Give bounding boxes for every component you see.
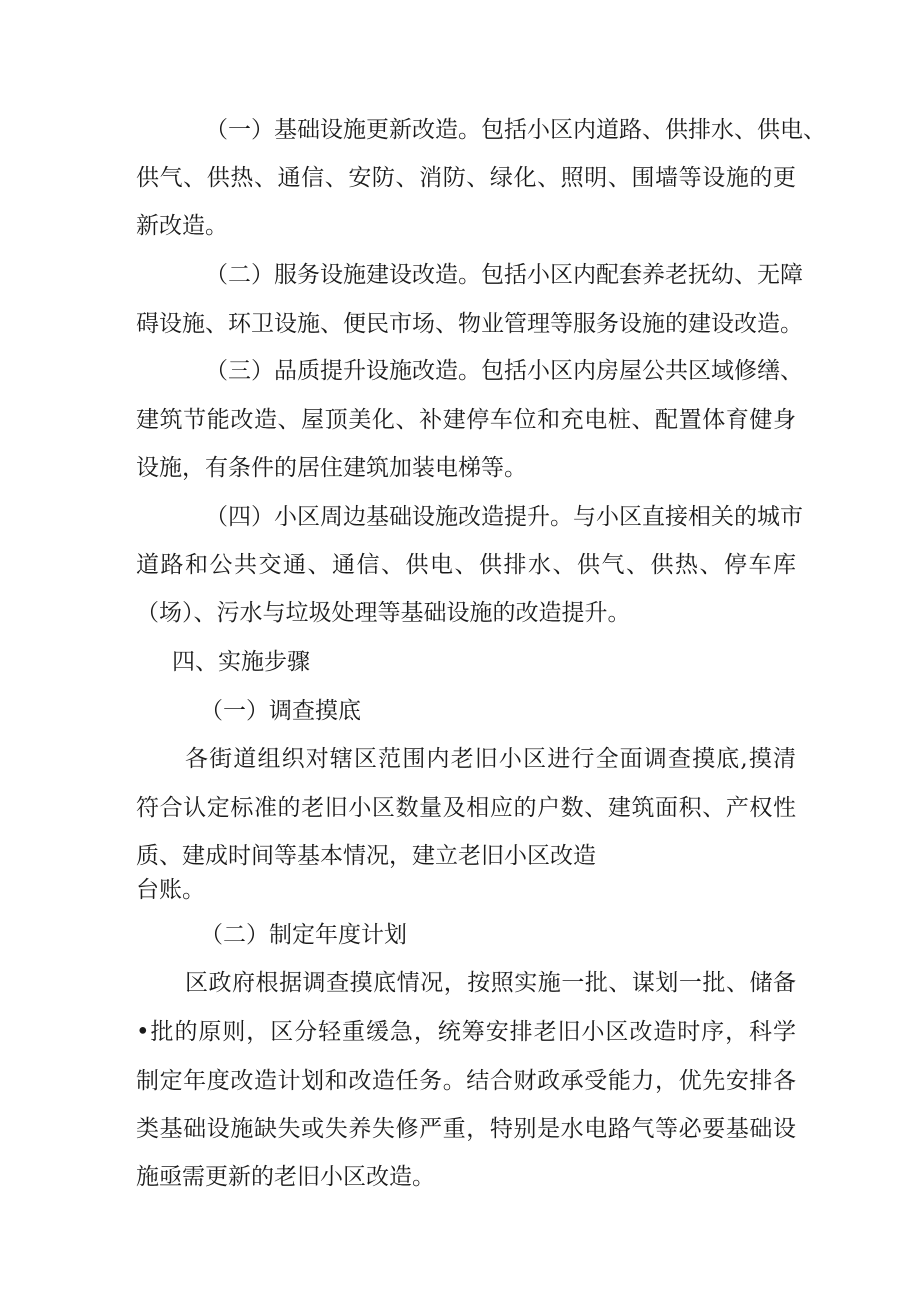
paragraph-line: 新改造。 [136,213,228,239]
paragraph-line: （四）小区周边基础设施改造提升。与小区直接相关的城市 [205,504,803,530]
paragraph-line: （场）、污水与垃圾处理等基础设施的改造提升。 [136,600,631,626]
paragraph-line: 建筑节能改造、屋顶美化、补建停车位和充电桩、配置体育健身 [136,407,796,433]
paragraph-line: 供气、供热、通信、安防、消防、绿化、照明、围墙等设施的更 [136,165,796,191]
subsection-heading: （二）制定年度计划 [200,922,407,948]
paragraph-line: 符合认定标准的老旧小区数量及相应的户数、建筑面积、产权性 [136,795,796,821]
paragraph-line: 道路和公共交通、通信、供电、供排水、供气、供热、停车库 [136,552,796,578]
paragraph-line: 质、建成时间等基本情况，建立老旧小区改造 [136,843,596,869]
subsection-heading: （一）调查摸底 [200,698,361,724]
paragraph-line: 制定年度改造计划和改造任务。结合财政承受能力，优先安排各 [136,1068,796,1094]
paragraph-line: 碍设施、环卫设施、便民市场、物业管理等服务设施的建设改造。 [136,311,803,337]
paragraph-line: 区政府根据调查摸底情况，按照实施一批、谋划一批、储备 [185,970,796,996]
paragraph-line: （一）基础设施更新改造。包括小区内道路、供排水、供电、 [205,117,826,143]
paragraph-line: •批的原则，区分轻重缓急，统筹安排老旧小区改造时序，科学 [136,1019,796,1045]
paragraph-line: （二）服务设施建设改造。包括小区内配套养老抚幼、无障 [205,262,803,288]
paragraph-line: 类基础设施缺失或失养失修严重，特别是水电路气等必要基础设 [136,1116,796,1142]
paragraph-line: 台账。 [136,877,205,903]
paragraph-line: （三）品质提升设施改造。包括小区内房屋公共区域修缮、 [205,358,803,384]
paragraph-line: 各街道组织对辖区范围内老旧小区进行全面调查摸底,摸清 [185,746,796,772]
section-heading: 四、实施步骤 [172,649,310,675]
paragraph-line: 施亟需更新的老旧小区改造。 [136,1164,435,1190]
paragraph-line: 设施，有条件的居住建筑加装电梯等。 [136,455,527,481]
